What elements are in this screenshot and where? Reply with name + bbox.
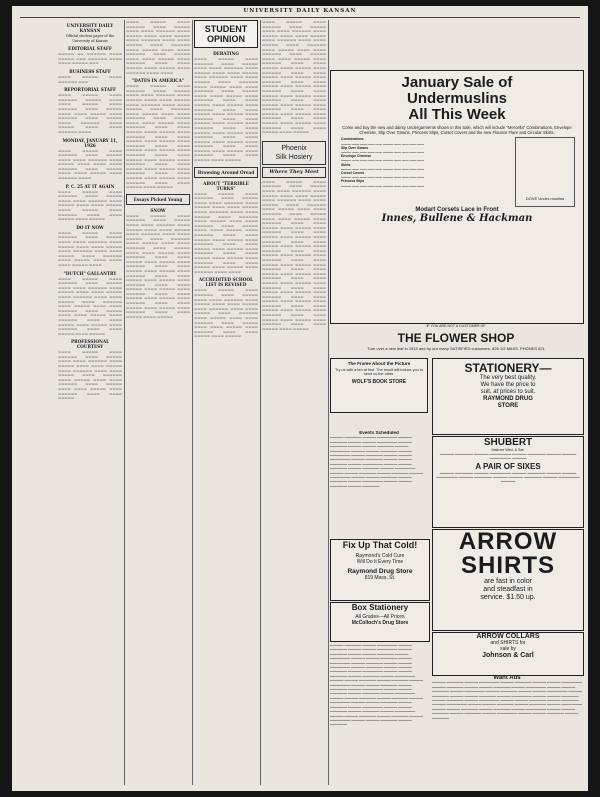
stationery-line: suit, at prices to suit. — [480, 389, 536, 395]
collars-line: Johnson & Carl — [482, 652, 534, 659]
fixup-line: Raymond's Cold Cure — [355, 553, 405, 559]
article-body: ▬▬▬▬ ▬▬▬▬▬ ▬▬▬▬ ▬▬▬▬▬▬ ▬▬▬▬ ▬▬▬▬▬ ▬▬▬▬ ▬▬▬▬ ▬▬▬▬▬▬ ▬▬▬▬ ▬▬▬▬▬ ▬▬▬▬ ▬▬▬▬ ▬▬▬▬▬ ▬▬▬▬ ▬▬▬▬▬▬ ▬▬▬▬ ▬▬▬▬ ▬▬▬▬▬ ▬▬▬▬ ▬▬▬▬▬▬ ▬▬▬▬ ▬▬▬▬▬ ▬▬▬▬ ▬▬▬▬ ▬▬▬▬▬▬ ▬▬▬▬ ▬▬▬▬▬ ▬▬▬▬ ▬▬▬▬ ▬▬▬▬▬ ▬▬▬▬ ▬▬▬▬▬▬ ▬▬▬▬ ▬▬▬▬ ▬▬▬▬▬ ▬▬▬▬ ▬▬▬▬▬ ▬▬▬▬ ▬▬▬▬▬▬ ▬▬▬▬ ▬▬▬▬ ▬▬▬▬▬ ▬▬▬▬ ▬▬▬▬▬ ▬▬▬▬ ▬▬▬▬▬▬ ▬▬▬▬ ▬▬▬▬ ▬▬▬▬▬ ▬▬▬▬ ▬▬▬▬▬ ▬▬▬▬ ▬▬▬▬▬▬ ▬▬▬▬ ▬▬▬▬ ▬▬▬▬▬ ▬▬▬▬ ▬▬▬▬▬ ▬▬▬▬ ▬▬▬▬▬▬ ▬▬▬▬ ▬▬▬▬ — [194, 191, 258, 274]
headline: "DUTCH" GALLANTRY — [63, 270, 117, 276]
collars-title: ARROW COLLARS — [476, 633, 540, 640]
column-divider — [124, 20, 125, 785]
newspaper-page — [12, 6, 588, 791]
dove-label: DOVE Under-muslins — [525, 196, 565, 202]
article-body: ▬▬▬▬ ▬▬▬▬▬ ▬▬▬▬ ▬▬▬▬▬▬ ▬▬▬▬ ▬▬▬▬▬ ▬▬▬▬ ▬▬▬▬ ▬▬▬▬▬▬ ▬▬▬▬ ▬▬▬▬▬ ▬▬▬▬ ▬▬▬▬ ▬▬▬▬ ▬▬▬▬▬▬ ▬▬▬▬ ▬▬▬▬▬ ▬▬▬▬ ▬▬▬▬ ▬▬▬▬▬ ▬▬▬▬ ▬▬▬▬▬▬ ▬▬▬▬ — [58, 148, 122, 181]
article-body: ▬▬▬▬ ▬▬▬▬▬ ▬▬▬▬ ▬▬▬▬▬▬ ▬▬▬▬ ▬▬▬▬▬ ▬▬▬▬ ▬▬▬▬ ▬▬▬▬▬▬ ▬▬▬▬ ▬▬▬▬▬ ▬▬▬▬ ▬▬▬▬ ▬▬▬▬▬ ▬▬▬▬ ▬▬▬▬▬▬ ▬▬▬▬ ▬▬▬▬ ▬▬▬▬▬ ▬▬▬▬ ▬▬▬▬▬▬ ▬▬▬▬ ▬▬▬▬▬ ▬▬▬▬ ▬▬▬▬ ▬▬▬▬▬▬ ▬▬▬▬ ▬▬▬▬▬ ▬▬▬▬ ▬▬▬▬ ▬▬▬▬▬ ▬▬▬▬ ▬▬▬▬▬▬ ▬▬▬▬ ▬▬▬▬ ▬▬▬▬▬ ▬▬▬▬ ▬▬▬▬▬ ▬▬▬▬ ▬▬▬▬▬▬ ▬▬▬▬ ▬▬▬▬ ▬▬▬▬▬ ▬▬▬▬ ▬▬▬▬▬ ▬▬▬▬ ▬▬▬▬▬▬ ▬▬▬▬ ▬▬▬▬ ▬▬▬▬▬ ▬▬▬▬ ▬▬▬▬▬ ▬▬▬▬ ▬▬▬▬▬▬ ▬▬▬▬ ▬▬▬▬ ▬▬▬▬▬ ▬▬▬▬ ▬▬▬▬▬ ▬▬▬▬ ▬▬▬▬▬▬ ▬▬▬▬ ▬▬▬▬ ▬▬▬▬▬ ▬▬▬▬ ▬▬▬▬▬ ▬▬▬▬ ▬▬▬▬▬▬ ▬▬▬▬ ▬▬▬▬ ▬▬▬▬▬ ▬▬▬▬ ▬▬▬▬▬ ▬▬▬▬ ▬▬▬▬▬▬ ▬▬▬▬ ▬▬▬▬ ▬▬▬▬▬ ▬▬▬▬ ▬▬▬▬▬ — [126, 84, 190, 190]
events-list — [330, 431, 428, 536]
price-category: Princess Slips — [341, 179, 365, 184]
staff-list: ▬▬▬▬▬ ▬▬ ▬▬▬▬▬▬ ▬▬▬▬ ▬▬▬▬▬ ▬▬▬ ▬▬▬▬▬▬ ▬▬▬▬ ▬▬▬▬ ▬▬▬▬▬ ▬▬▬ — [58, 52, 122, 66]
article-body: ▬▬▬▬ ▬▬▬▬▬ ▬▬▬▬ ▬▬▬▬▬▬ ▬▬▬▬ ▬▬▬▬▬ ▬▬▬▬ ▬▬▬▬ ▬▬▬▬▬▬ ▬▬▬▬ ▬▬▬▬▬ ▬▬▬▬ ▬▬▬▬ ▬▬▬▬▬ ▬▬▬▬ ▬▬▬▬▬▬ ▬▬▬▬ ▬▬▬▬ ▬▬▬▬▬ ▬▬▬▬ ▬▬▬▬▬▬ ▬▬▬▬ ▬▬▬▬▬ ▬▬▬▬ ▬▬▬▬ ▬▬▬▬▬▬ ▬▬▬▬ ▬▬▬▬▬ ▬▬▬▬ ▬▬▬▬ ▬▬▬▬▬ ▬▬▬▬ ▬▬▬▬▬▬ ▬▬▬▬ ▬▬▬▬ ▬▬▬▬▬ ▬▬▬▬ ▬▬▬▬▬ ▬▬▬▬ ▬▬▬▬▬▬ ▬▬▬▬ ▬▬▬▬ ▬▬▬▬▬ ▬▬▬▬ ▬▬▬▬▬ ▬▬▬▬ ▬▬▬▬▬▬ ▬▬▬▬ ▬▬▬▬ ▬▬▬▬▬ ▬▬▬▬ ▬▬▬▬▬ ▬▬▬▬ ▬▬▬▬▬▬ ▬▬▬▬ ▬▬▬▬ ▬▬▬▬▬ ▬▬▬▬ ▬▬▬▬▬ ▬▬▬▬ ▬▬▬▬▬▬ ▬▬▬▬ ▬▬▬▬ ▬▬▬▬▬ ▬▬▬▬ ▬▬▬▬▬ ▬▬▬▬ ▬▬▬▬▬▬ ▬▬▬▬ ▬▬▬▬ ▬▬▬▬▬ ▬▬▬▬ ▬▬▬▬▬ ▬▬▬▬ ▬▬▬▬▬▬ ▬▬▬▬ ▬▬▬▬ ▬▬▬▬▬ ▬▬▬▬ ▬▬▬▬▬ — [126, 213, 190, 319]
column-editorial-staff — [58, 20, 122, 786]
student-opinion-line2: OPINION — [206, 34, 245, 44]
flower-shop-tagline: Turn over a new leaf in 1915 and try our many SATISFIED customers. 826 1/2 MASS. PHONES 621 — [367, 346, 545, 351]
events-body: ▬▬▬▬ ▬▬▬▬▬ ▬▬▬▬ ▬▬▬▬▬▬ ▬▬▬▬ ▬▬▬▬▬ ▬▬▬▬ ▬▬▬▬ ▬▬▬▬▬▬ ▬▬▬▬ ▬▬▬▬▬ ▬▬▬▬ ▬▬▬▬ ▬▬▬▬▬ ▬▬▬▬ ▬▬▬▬▬▬ ▬▬▬▬ ▬▬▬▬ ▬▬▬▬▬ ▬▬▬▬ ▬▬▬▬▬▬ ▬▬▬▬ ▬▬▬▬▬ ▬▬▬▬ ▬▬▬▬ ▬▬▬▬▬▬ ▬▬▬▬ ▬▬▬▬▬ ▬▬▬▬ ▬▬▬▬ ▬▬▬▬▬ ▬▬▬▬ ▬▬▬▬▬▬ ▬▬▬▬ ▬▬▬▬ ▬▬▬▬▬ ▬▬▬▬ ▬▬▬▬▬ ▬▬▬▬ ▬▬▬▬▬▬ ▬▬▬▬ ▬▬▬▬ ▬▬▬▬▬ ▬▬▬▬ ▬▬▬▬▬ ▬▬▬▬ ▬▬▬▬▬▬ ▬▬▬▬ ▬▬▬▬ ▬▬▬▬▬ ▬▬▬▬ ▬▬▬▬▬ ▬▬▬▬ ▬▬▬▬▬▬ ▬▬▬▬ ▬▬▬▬ ▬▬▬▬▬ ▬▬▬▬ ▬▬▬▬▬ — [330, 435, 423, 488]
column-divider — [328, 20, 329, 785]
article-body: ▬▬▬▬ ▬▬▬▬▬ ▬▬▬▬ ▬▬▬▬▬▬ ▬▬▬▬ ▬▬▬▬▬ ▬▬▬▬ ▬▬▬▬ ▬▬▬▬▬▬ ▬▬▬▬ ▬▬▬▬▬ ▬▬▬▬ ▬▬▬▬ ▬▬▬▬▬ ▬▬▬▬ ▬▬▬▬▬ ▬▬▬▬ ▬▬▬▬▬▬ ▬▬▬▬ ▬▬▬▬ ▬▬▬▬▬ ▬▬▬▬ ▬▬▬▬▬ — [58, 189, 122, 222]
headline: SNOW — [150, 207, 166, 213]
title-line: Undermuslins — [406, 90, 508, 107]
article-body: ▬▬▬▬ ▬▬▬▬▬ ▬▬▬▬ ▬▬▬▬▬▬ ▬▬▬▬ ▬▬▬▬▬ ▬▬▬▬ ▬▬▬▬ ▬▬▬▬▬▬ ▬▬▬▬ ▬▬▬▬▬ ▬▬▬▬ ▬▬▬▬ ▬▬▬▬▬ ▬▬▬▬ ▬▬▬▬▬▬ ▬▬▬▬ ▬▬▬▬ ▬▬▬▬▬ ▬▬▬▬ ▬▬▬▬▬▬ ▬▬▬▬ ▬▬▬▬▬ ▬▬▬▬ ▬▬▬▬ ▬▬▬▬▬▬ ▬▬▬▬ ▬▬▬▬▬ ▬▬▬▬ ▬▬▬▬ ▬▬▬▬▬ ▬▬▬▬ ▬▬▬▬▬▬ ▬▬▬▬ ▬▬▬▬ ▬▬▬▬▬ ▬▬▬▬ ▬▬▬▬▬ ▬▬▬▬ ▬▬▬▬▬▬ ▬▬▬▬ ▬▬▬▬ ▬▬▬▬▬ ▬▬▬▬ ▬▬▬▬▬ ▬▬▬▬ ▬▬▬▬▬▬ ▬▬▬▬ ▬▬▬▬ ▬▬▬▬▬ ▬▬▬▬ ▬▬▬▬▬ ▬▬▬▬ ▬▬▬▬▬▬ ▬▬▬▬ ▬▬▬▬ ▬▬▬▬▬ ▬▬▬▬ ▬▬▬▬▬ ▬▬▬▬ ▬▬▬▬▬▬ ▬▬▬▬ ▬▬▬▬ ▬▬▬▬▬ ▬▬▬▬ ▬▬▬▬▬ ▬▬▬▬ ▬▬▬▬▬▬ ▬▬▬▬ ▬▬▬▬ ▬▬▬▬▬ ▬▬▬▬ ▬▬▬▬▬ ▬▬▬▬ ▬▬▬▬▬▬ ▬▬▬▬ ▬▬▬▬ ▬▬▬▬▬ ▬▬▬▬ ▬▬▬▬▬ ▬▬▬▬ ▬▬▬▬▬▬ ▬▬▬▬ ▬▬▬▬ ▬▬▬▬▬ ▬▬▬▬ ▬▬▬▬▬ — [262, 20, 326, 135]
staff-list: ▬▬▬▬ ▬▬▬▬▬ ▬▬▬▬ ▬▬▬▬▬▬ ▬▬▬ — [58, 74, 122, 84]
stationery-ad — [432, 358, 584, 435]
headline: ABOUT "TERRIBLE TURKS" — [203, 180, 249, 191]
events-heading: Events Scheduled — [359, 431, 399, 435]
box-stationery-title: Box Stationery — [351, 603, 409, 612]
want-ads-body: ▬▬▬▬ ▬▬▬▬▬ ▬▬▬▬ ▬▬▬▬▬▬ ▬▬▬▬ ▬▬▬▬▬ ▬▬▬▬ ▬▬▬▬ ▬▬▬▬▬▬ ▬▬▬▬ ▬▬▬▬▬ ▬▬▬▬ ▬▬▬▬ ▬▬▬▬▬ ▬▬▬▬ ▬▬▬▬▬▬ ▬▬▬▬ ▬▬▬▬ ▬▬▬▬▬ ▬▬▬▬ ▬▬▬▬▬▬ ▬▬▬▬ ▬▬▬▬▬ ▬▬▬▬ ▬▬▬▬ ▬▬▬▬▬▬ ▬▬▬▬ ▬▬▬▬▬ ▬▬▬▬ ▬▬▬▬ ▬▬▬▬▬ ▬▬▬▬ ▬▬▬▬▬▬ ▬▬▬▬ ▬▬▬▬ ▬▬▬▬▬ ▬▬▬▬ ▬▬▬▬▬ ▬▬▬▬ ▬▬▬▬▬▬ ▬▬▬▬ ▬▬▬▬ ▬▬▬▬▬ ▬▬▬▬ ▬▬▬▬▬ ▬▬▬▬ ▬▬▬▬▬▬ ▬▬▬▬ ▬▬▬▬ ▬▬▬▬▬ ▬▬▬▬ ▬▬▬▬▬ ▬▬▬▬ ▬▬▬▬▬▬ ▬▬▬▬ ▬▬▬▬ ▬▬▬▬▬ ▬▬▬▬ ▬▬▬▬▬ ▬▬▬▬ ▬▬▬▬▬▬ ▬▬▬▬ ▬▬▬▬ ▬▬▬▬▬ ▬▬▬▬ ▬▬▬▬▬ ▬▬▬▬ ▬▬▬▬▬▬ ▬▬▬▬ ▬▬▬▬ ▬▬▬▬▬ ▬▬▬▬ ▬▬▬▬▬ — [432, 680, 582, 720]
fixup-line: Will Do It Every Time — [356, 559, 404, 565]
phoenix-hosiery-ad — [262, 141, 326, 165]
arrow-line: service. $1.50 up. — [480, 594, 536, 601]
price-list — [331, 137, 491, 187]
flower-shop-note: IF YOU ARE NOT A CUSTOMER OF — [426, 324, 486, 328]
want-ads-heading: Want Ads — [493, 676, 521, 681]
price-rows: ▬▬▬ ▬▬ ▬▬ ▬▬ ▬▬ ▬▬▬ ▬▬ ▬▬ ▬▬ ▬▬ — [341, 141, 425, 146]
shubert-line: Matinee Wed. & Sat. — [491, 448, 525, 452]
student-opinion-line1: STUDENT — [204, 24, 248, 34]
headline: ACCREDITED SCHOOL LIST IS REVISED — [198, 277, 254, 288]
headline: PROFESSIONAL COURTESY — [70, 339, 110, 350]
collars-line: and SHIRTS for — [490, 640, 526, 646]
modart-line: Modart Corsets Lace in Front — [415, 207, 499, 214]
headline: Browsing Around Oread — [194, 167, 258, 178]
business-staff-heading: BUSINESS STAFF — [69, 68, 111, 74]
shubert-body: ▬▬▬▬ ▬▬▬▬▬ ▬▬▬▬ ▬▬▬▬▬▬ ▬▬▬▬ ▬▬▬▬▬ ▬▬▬▬ ▬▬▬▬ ▬▬▬▬▬▬ ▬▬▬▬ ▬▬▬▬▬ ▬▬▬▬ ▬▬▬▬ ▬▬▬▬▬ ▬▬▬▬ ▬▬▬▬▬▬ ▬▬▬▬ — [436, 471, 580, 483]
title-line: January Sale of — [401, 74, 513, 91]
price-category: Skirts — [341, 162, 351, 167]
stationery-title: STATIONERY— — [464, 361, 552, 375]
dove-illustration — [515, 137, 575, 207]
article-body: ▬▬▬▬ ▬▬▬▬▬ ▬▬▬▬ ▬▬▬▬▬▬ ▬▬▬▬ ▬▬▬▬▬ ▬▬▬▬ ▬▬▬▬ ▬▬▬▬▬▬ ▬▬▬▬ ▬▬▬▬▬ ▬▬▬▬ ▬▬▬▬ ▬▬▬▬▬ ▬▬▬▬ ▬▬▬▬▬▬ ▬▬▬▬ ▬▬▬▬ ▬▬▬▬▬ ▬▬▬▬ ▬▬▬▬▬▬ ▬▬▬▬ ▬▬▬▬▬ ▬▬▬▬ ▬▬▬▬ ▬▬▬▬▬▬ ▬▬▬▬ ▬▬▬▬▬ ▬▬▬▬ ▬▬▬▬ ▬▬▬▬▬ ▬▬▬▬ ▬▬▬▬▬▬ ▬▬▬▬ ▬▬▬▬ ▬▬▬▬▬ ▬▬▬▬ ▬▬▬▬▬ ▬▬▬▬ ▬▬▬▬▬▬ ▬▬▬▬ ▬▬▬▬ — [126, 20, 190, 75]
headline: DEBATING — [213, 51, 239, 56]
phoenix-line2: Silk Hosiery — [275, 153, 313, 161]
editorial-staff-heading: EDITORIAL STAFF — [68, 46, 112, 52]
stationery-line: RAYMOND DRUG — [483, 396, 533, 402]
column-divider — [260, 20, 261, 785]
want-ads — [432, 676, 582, 784]
student-opinion-logo — [194, 20, 258, 48]
price-category: Combinations — [341, 137, 364, 142]
price-rows: ▬▬▬ ▬▬ ▬▬ ▬▬ ▬▬ ▬▬▬ ▬▬ ▬▬ ▬▬ ▬▬ — [341, 158, 425, 163]
where-they-meet-heading: Where They Meet — [262, 167, 326, 178]
shubert-theatre-ad — [432, 436, 584, 528]
notices-body: ▬▬▬▬ ▬▬▬▬▬ ▬▬▬▬ ▬▬▬▬▬▬ ▬▬▬▬ ▬▬▬▬▬ ▬▬▬▬ ▬▬▬▬ ▬▬▬▬▬▬ ▬▬▬▬ ▬▬▬▬▬ ▬▬▬▬ ▬▬▬▬ ▬▬▬▬▬ ▬▬▬▬ ▬▬▬▬▬▬ ▬▬▬▬ ▬▬▬▬ ▬▬▬▬▬ ▬▬▬▬ ▬▬▬▬▬▬ ▬▬▬▬ ▬▬▬▬▬ ▬▬▬▬ ▬▬▬▬ ▬▬▬▬▬▬ ▬▬▬▬ ▬▬▬▬▬ ▬▬▬▬ ▬▬▬▬ ▬▬▬▬▬ ▬▬▬▬ ▬▬▬▬▬▬ ▬▬▬▬ ▬▬▬▬ ▬▬▬▬▬ ▬▬▬▬ ▬▬▬▬▬ ▬▬▬▬ ▬▬▬▬▬▬ ▬▬▬▬ ▬▬▬▬ ▬▬▬▬▬ ▬▬▬▬ ▬▬▬▬▬ ▬▬▬▬ ▬▬▬▬▬▬ ▬▬▬▬ ▬▬▬▬ ▬▬▬▬▬ ▬▬▬▬ ▬▬▬▬▬ ▬▬▬▬ ▬▬▬▬▬▬ ▬▬▬▬ ▬▬▬▬ ▬▬▬▬▬ ▬▬▬▬ ▬▬▬▬▬ ▬▬▬▬ ▬▬▬▬▬▬ ▬▬▬▬ ▬▬▬▬ ▬▬▬▬▬ ▬▬▬▬ ▬▬▬▬▬ ▬▬▬▬ ▬▬▬▬▬▬ ▬▬▬▬ ▬▬▬▬ ▬▬▬▬▬ ▬▬▬▬ ▬▬▬▬▬ ▬▬▬▬ ▬▬▬▬▬▬ ▬▬▬▬ ▬▬▬▬ ▬▬▬▬▬ ▬▬▬▬ ▬▬▬▬▬ ▬▬▬▬ ▬▬▬▬▬▬ ▬▬▬▬ ▬▬▬▬ ▬▬▬▬▬ ▬▬▬▬ ▬▬▬▬▬ ▬▬▬▬ ▬▬▬▬▬▬ ▬▬▬▬ ▬▬▬▬ ▬▬▬▬▬ ▬▬▬▬ ▬▬▬▬▬ — [330, 643, 423, 727]
arrow-title: ARROW SHIRTS — [458, 529, 558, 579]
fix-up-cold-ad — [330, 539, 430, 601]
university-notices — [330, 643, 428, 783]
price-category: Slip Over Gowns — [341, 145, 369, 150]
frame-ad — [330, 358, 428, 413]
column-editorials — [126, 20, 190, 786]
nameplate-title: UNIVERSITY DAILY KANSAN — [66, 23, 114, 33]
column-student-opinion — [194, 20, 258, 786]
masthead-rule — [20, 17, 580, 18]
box-stationery-line: All Grades—All Prices — [355, 614, 405, 620]
masthead: UNIVERSITY DAILY KANSAN — [243, 8, 357, 14]
article-body: ▬▬▬▬ ▬▬▬▬▬ ▬▬▬▬ ▬▬▬▬▬▬ ▬▬▬▬ ▬▬▬▬▬ ▬▬▬▬ ▬▬▬▬ ▬▬▬▬▬▬ ▬▬▬▬ ▬▬▬▬▬ ▬▬▬▬ ▬▬▬▬ ▬▬▬▬▬ ▬▬▬▬ ▬▬▬▬▬▬ ▬▬▬▬ ▬▬▬▬ ▬▬▬▬▬ ▬▬▬▬ ▬▬▬▬▬▬ ▬▬▬▬ ▬▬▬▬▬ ▬▬▬▬ ▬▬▬▬ ▬▬▬▬▬▬ ▬▬▬▬ ▬▬▬▬▬ ▬▬▬▬ ▬▬▬▬ ▬▬▬▬▬ ▬▬▬▬ ▬▬▬▬▬▬ ▬▬▬▬ ▬▬▬▬ ▬▬▬▬▬ ▬▬▬▬ ▬▬▬▬▬ ▬▬▬▬ ▬▬▬▬▬▬ ▬▬▬▬ ▬▬▬▬ ▬▬▬▬▬ ▬▬▬▬ ▬▬▬▬▬ — [58, 276, 122, 336]
nameplate-subtitle: Official student paper of the University of Kansas — [65, 34, 115, 43]
price-rows: ▬▬▬ ▬▬ ▬▬ ▬▬ ▬▬ ▬▬▬ ▬▬ ▬▬ ▬▬ ▬▬ — [341, 150, 425, 155]
stationery-line: STORE — [497, 403, 519, 409]
price-category: Corset Covers — [341, 171, 365, 176]
january-sale-ad — [330, 70, 584, 324]
box-stationery-line: McColloch's Drug Store — [351, 620, 409, 626]
frame-ad-text: Try us with a ten at first. The result will induce you to send us the other. — [335, 368, 423, 376]
wolfs-book-store: WOLF'S BOOK STORE — [351, 379, 407, 385]
issue-date: MONDAY, JANUARY 11, 1926 — [62, 137, 118, 148]
shubert-line: A PAIR OF SIXES — [475, 462, 541, 471]
arrow-line: are fast in color — [484, 578, 532, 585]
price-rows: ▬▬▬ ▬▬ ▬▬ ▬▬ ▬▬ ▬▬▬ ▬▬ ▬▬ ▬▬ ▬▬ — [341, 175, 425, 180]
phoenix-line1: Phoenix — [281, 144, 307, 152]
fixup-line: Raymond Drug Store — [347, 568, 413, 575]
arrow-shirts-ad — [432, 529, 584, 631]
headline: Essays Picked Young — [126, 194, 190, 205]
flower-shop-name: THE FLOWER SHOP — [397, 331, 515, 345]
article-body: ▬▬▬▬ ▬▬▬▬▬ ▬▬▬▬ ▬▬▬▬▬▬ ▬▬▬▬ ▬▬▬▬▬ ▬▬▬▬ ▬▬▬▬ ▬▬▬▬▬▬ ▬▬▬▬ ▬▬▬▬▬ ▬▬▬▬ ▬▬▬▬ ▬▬▬▬▬ ▬▬▬▬ ▬▬▬▬▬▬ ▬▬▬▬ ▬▬▬▬ ▬▬▬▬▬ ▬▬▬▬ ▬▬▬▬▬▬ ▬▬▬▬ ▬▬▬▬▬ ▬▬▬▬ ▬▬▬▬ ▬▬▬▬▬▬ ▬▬▬▬ ▬▬▬▬▬ ▬▬▬▬ ▬▬▬▬ ▬▬▬▬▬ ▬▬▬▬ ▬▬▬▬▬▬ ▬▬▬▬ ▬▬▬▬ ▬▬▬▬▬ ▬▬▬▬ ▬▬▬▬▬ — [194, 288, 258, 339]
collars-line: sale by — [500, 646, 516, 652]
fixup-line: 819 Mass. St. — [364, 575, 396, 581]
price-rows: ▬▬▬ ▬▬ ▬▬ ▬▬ ▬▬ ▬▬▬ ▬▬ ▬▬ ▬▬ ▬▬ — [341, 183, 425, 188]
price-category: Envelope Chemise — [341, 154, 372, 159]
fixup-title: Fix Up That Cold! — [342, 540, 418, 550]
arrow-line: and steadfast in — [483, 586, 533, 593]
headline: P. C. 25 AT IT AGAIN — [65, 183, 115, 189]
shubert-title: SHUBERT — [483, 437, 533, 448]
january-sale-body: Come and buy the new and dainty Undergarments shown in this Sale, which will include "Mercella" Combinations, Envelope Chemise, Slip Over Gowns, Princess Slips, Corset Covers and the new Flounce Flare and Circular Skirts. — [342, 125, 572, 136]
stationery-line: The very best quality. — [479, 375, 537, 381]
article-body: ▬▬▬▬ ▬▬▬▬▬ ▬▬▬▬ ▬▬▬▬▬▬ ▬▬▬▬ ▬▬▬▬▬ ▬▬▬▬ ▬▬▬▬ ▬▬▬▬▬▬ ▬▬▬▬ ▬▬▬▬▬ ▬▬▬▬ ▬▬▬▬ ▬▬▬▬▬ ▬▬▬▬ ▬▬▬▬▬▬ ▬▬▬▬ ▬▬▬▬ ▬▬▬▬▬ ▬▬▬▬ ▬▬▬▬▬▬ ▬▬▬▬ ▬▬▬▬▬ ▬▬▬▬ ▬▬▬▬ ▬▬▬▬▬▬ ▬▬▬▬ ▬▬▬▬▬ ▬▬▬▬ ▬▬▬▬ ▬▬▬▬▬ ▬▬▬▬ ▬▬▬▬▬▬ ▬▬▬▬ ▬▬▬▬ ▬▬▬▬▬ ▬▬▬▬ ▬▬▬▬▬ ▬▬▬▬ ▬▬▬▬▬▬ ▬▬▬▬ ▬▬▬▬ ▬▬▬▬▬ ▬▬▬▬ ▬▬▬▬▬ ▬▬▬▬ ▬▬▬▬▬▬ ▬▬▬▬ ▬▬▬▬ ▬▬▬▬▬ ▬▬▬▬ ▬▬▬▬▬ ▬▬▬▬ ▬▬▬▬▬▬ ▬▬▬▬ ▬▬▬▬ ▬▬▬▬▬ ▬▬▬▬ ▬▬▬▬▬ ▬▬▬▬ ▬▬▬▬▬▬ ▬▬▬▬ ▬▬▬▬ ▬▬▬▬▬ ▬▬▬▬ ▬▬▬▬▬ ▬▬▬▬ ▬▬▬▬▬▬ ▬▬▬▬ ▬▬▬▬ ▬▬▬▬▬ ▬▬▬▬ ▬▬▬▬▬ ▬▬▬▬ ▬▬▬▬▬▬ ▬▬▬▬ ▬▬▬▬ ▬▬▬▬▬ ▬▬▬▬ ▬▬▬▬▬ — [194, 57, 258, 163]
column-features — [262, 20, 326, 786]
reportorial-staff-heading: REPORTORIAL STAFF — [64, 87, 116, 93]
store-signature: Innes, Bullene & Hackman — [381, 213, 533, 225]
january-sale-title — [331, 75, 583, 123]
price-rows: ▬▬▬ ▬▬ ▬▬ ▬▬ ▬▬ ▬▬▬ ▬▬ ▬▬ ▬▬ ▬▬ — [341, 166, 425, 171]
headline: DO IT NOW — [76, 224, 104, 230]
stationery-line: We have the price to — [480, 382, 536, 388]
staff-list: ▬▬▬▬ ▬▬▬▬▬ ▬▬▬▬ ▬▬▬▬▬▬ ▬▬▬▬▬ ▬▬▬▬ ▬▬▬▬ ▬▬▬▬▬ ▬▬▬▬ ▬▬▬▬▬▬ ▬▬▬▬ ▬▬▬▬▬ ▬▬▬▬ ▬▬▬▬ ▬▬▬▬▬ ▬▬▬▬ ▬▬▬▬▬▬ ▬▬▬▬ ▬▬▬▬▬ ▬▬▬▬ ▬▬▬▬▬▬ ▬▬▬▬ ▬▬▬▬▬ ▬▬▬▬ ▬▬▬▬ ▬▬▬▬▬▬ ▬▬▬▬ — [58, 93, 122, 134]
headline: "DATES IN AMERICA" — [131, 78, 185, 84]
column-divider — [192, 20, 193, 785]
article-body: ▬▬▬▬ ▬▬▬▬▬ ▬▬▬▬ ▬▬▬▬▬▬ ▬▬▬▬ ▬▬▬▬▬ ▬▬▬▬ ▬▬▬▬ ▬▬▬▬▬▬ ▬▬▬▬ ▬▬▬▬▬ ▬▬▬▬ ▬▬▬▬ ▬▬▬▬▬ ▬▬▬▬ ▬▬▬▬▬▬ ▬▬▬▬ ▬▬▬▬ ▬▬▬▬▬ ▬▬▬▬ ▬▬▬▬▬▬ ▬▬▬▬ ▬▬▬▬▬ ▬▬▬▬ ▬▬▬▬ ▬▬▬▬ ▬▬▬▬▬ ▬▬▬▬ — [58, 230, 122, 267]
box-stationery-ad — [330, 602, 430, 642]
shubert-body: ▬▬▬▬ ▬▬▬▬▬ ▬▬▬▬ ▬▬▬▬▬▬ ▬▬▬▬ ▬▬▬▬▬ ▬▬▬▬ ▬▬▬▬ ▬▬▬▬▬▬ ▬▬▬▬ — [439, 452, 577, 460]
arrow-collars-ad — [432, 632, 584, 676]
title-line: All This Week — [408, 106, 506, 123]
article-body: ▬▬▬▬ ▬▬▬▬▬ ▬▬▬▬ ▬▬▬▬▬▬ ▬▬▬▬ ▬▬▬▬▬ ▬▬▬▬ ▬▬▬▬ ▬▬▬▬▬▬ ▬▬▬▬ ▬▬▬▬▬ ▬▬▬▬ ▬▬▬▬ ▬▬▬▬▬ ▬▬▬▬ ▬▬▬▬▬▬ ▬▬▬▬ ▬▬▬▬ ▬▬▬▬▬ ▬▬▬▬ ▬▬▬▬▬▬ ▬▬▬▬ ▬▬▬▬▬ ▬▬▬▬ ▬▬▬▬ ▬▬▬▬▬▬ ▬▬▬▬ ▬▬▬▬▬ ▬▬▬▬ ▬▬▬▬ ▬▬▬▬▬ ▬▬▬▬ ▬▬▬▬▬▬ ▬▬▬▬ ▬▬▬▬ ▬▬▬▬▬ — [58, 350, 122, 401]
frame-ad-title: The Frame About the Picture — [347, 361, 411, 366]
meeting-listings: ▬▬▬▬ ▬▬▬▬▬ ▬▬▬▬ ▬▬▬▬▬▬ ▬▬▬▬ ▬▬▬▬▬ ▬▬▬▬ ▬▬▬▬ ▬▬▬▬▬▬ ▬▬▬▬ ▬▬▬▬▬ ▬▬▬▬ ▬▬▬▬ ▬▬▬▬▬ ▬▬▬▬ ▬▬▬▬▬▬ ▬▬▬▬ ▬▬▬▬ ▬▬▬▬▬ ▬▬▬▬ ▬▬▬▬▬▬ ▬▬▬▬ ▬▬▬▬▬ ▬▬▬▬ ▬▬▬▬ ▬▬▬▬▬▬ ▬▬▬▬ ▬▬▬▬▬ ▬▬▬▬ ▬▬▬▬ ▬▬▬▬▬ ▬▬▬▬ ▬▬▬▬▬▬ ▬▬▬▬ ▬▬▬▬ ▬▬▬▬▬ ▬▬▬▬ ▬▬▬▬▬ ▬▬▬▬ ▬▬▬▬▬▬ ▬▬▬▬ ▬▬▬▬ ▬▬▬▬▬ ▬▬▬▬ ▬▬▬▬▬ ▬▬▬▬ ▬▬▬▬▬▬ ▬▬▬▬ ▬▬▬▬ ▬▬▬▬▬ ▬▬▬▬ ▬▬▬▬▬ ▬▬▬▬ ▬▬▬▬▬▬ ▬▬▬▬ ▬▬▬▬ ▬▬▬▬▬ ▬▬▬▬ ▬▬▬▬▬ ▬▬▬▬ ▬▬▬▬▬▬ ▬▬▬▬ ▬▬▬▬ ▬▬▬▬▬ ▬▬▬▬ ▬▬▬▬▬ ▬▬▬▬ ▬▬▬▬▬▬ ▬▬▬▬ ▬▬▬▬ ▬▬▬▬▬ ▬▬▬▬ ▬▬▬▬▬ ▬▬▬▬ ▬▬▬▬▬▬ ▬▬▬▬ ▬▬▬▬ ▬▬▬▬▬ ▬▬▬▬ ▬▬▬▬▬ ▬▬▬▬ ▬▬▬▬▬▬ ▬▬▬▬ ▬▬▬▬ ▬▬▬▬▬ ▬▬▬▬ ▬▬▬▬▬ ▬▬▬▬ ▬▬▬▬▬▬ ▬▬▬▬ ▬▬▬▬ ▬▬▬▬▬ ▬▬▬▬ ▬▬▬▬▬ ▬▬▬▬ ▬▬▬▬▬▬ ▬▬▬▬ ▬▬▬▬ ▬▬▬▬▬ ▬▬▬▬ ▬▬▬▬▬ ▬▬▬▬ ▬▬▬▬▬▬ ▬▬▬▬ ▬▬▬▬ ▬▬▬▬▬ ▬▬▬▬ ▬▬▬▬▬ ▬▬▬▬ ▬▬▬▬▬▬ ▬▬▬▬ ▬▬▬▬ ▬▬▬▬▬ ▬▬▬▬ ▬▬▬▬▬ — [262, 179, 326, 331]
